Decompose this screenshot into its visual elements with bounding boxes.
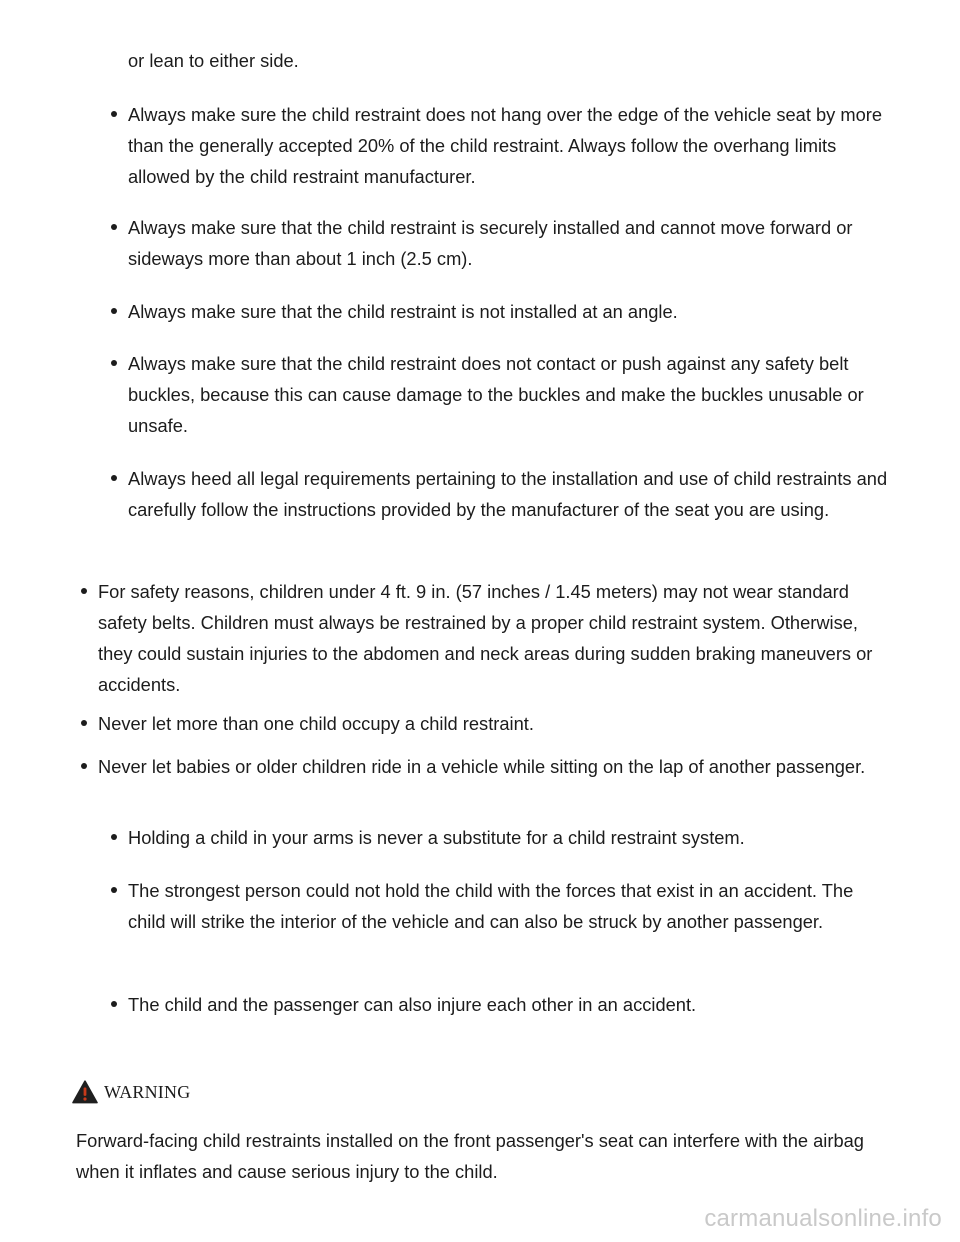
bullet-icon (111, 887, 117, 893)
sub-bullet-item (128, 989, 888, 1020)
bullet-text: Always make sure that the child restraint is securely installed and cannot move forward or sideways more than about 1 inch (2.5 cm). (128, 217, 853, 269)
sub-bullet-item (128, 296, 888, 327)
warning-label: WARNING (104, 1081, 191, 1102)
sub-bullet-item (128, 348, 888, 441)
warning-heading (72, 1077, 190, 1107)
sub-bullet-item (128, 463, 888, 525)
bullet-text: Never let babies or older children ride in a vehicle while sitting on the lap of another passenger. (98, 756, 866, 777)
bullet-icon (111, 308, 117, 314)
bullet-icon (81, 588, 87, 594)
warning-text: Forward-facing child restraints installed on the front passenger's seat can interfere with the airbag when it inflates and cause serious injury to the child. (76, 1130, 864, 1182)
bullet-text: Never let more than one child occupy a child restraint. (98, 713, 534, 734)
bullet-text: Always make sure that the child restraint is not installed at an angle. (128, 301, 678, 322)
bullet-icon (111, 475, 117, 481)
sub-bullet-item (128, 822, 888, 853)
bullet-icon (111, 834, 117, 840)
bullet-icon (111, 111, 117, 117)
bullet-item (98, 576, 888, 700)
bullet-icon (81, 763, 87, 769)
continuation-text: or lean to either side. (128, 50, 299, 71)
bullet-text: Holding a child in your arms is never a substitute for a child restraint system. (128, 827, 745, 848)
bullet-text: Always make sure that the child restraint does not contact or push against any safety belt buckles, because this can cause damage to the buckles and make the buckles unusable or unsafe. (128, 353, 864, 436)
watermark: carmanualsonline.info (704, 1205, 942, 1232)
warning-triangle-icon (72, 1080, 98, 1104)
bullet-icon (111, 1001, 117, 1007)
sub-bullet-item (128, 99, 888, 192)
bullet-text: The child and the passenger can also injure each other in an accident. (128, 994, 697, 1015)
bullet-text: The strongest person could not hold the child with the forces that exist in an accident. The child will strike the interior of the vehicle and can also be struck by another passenger. (128, 880, 854, 932)
bullet-text: Always make sure the child restraint does not hang over the edge of the vehicle seat by more than the generally accepted 20% of the child restraint. Always follow the overhang limits allowed by the child restraint manufacturer. (128, 104, 883, 187)
bullet-icon (111, 224, 117, 230)
bullet-item (98, 708, 888, 739)
sub-bullet-item (128, 212, 888, 274)
bullet-text: Always heed all legal requirements pertaining to the installation and use of child restraints and carefully follow the instructions provided by the manufacturer of the seat you are using. (128, 468, 888, 520)
bullet-text: For safety reasons, children under 4 ft. 9 in. (57 inches / 1.45 meters) may not wear standard safety belts. Children must always be restrained by a proper child restraint system. Otherwise, they could sustain injuries to the abdomen and neck areas during sudden braking maneuvers or accidents. (98, 581, 873, 695)
bullet-icon (81, 720, 87, 726)
bullet-item (98, 751, 888, 782)
bullet-icon (111, 360, 117, 366)
sub-bullet-item (128, 875, 888, 937)
